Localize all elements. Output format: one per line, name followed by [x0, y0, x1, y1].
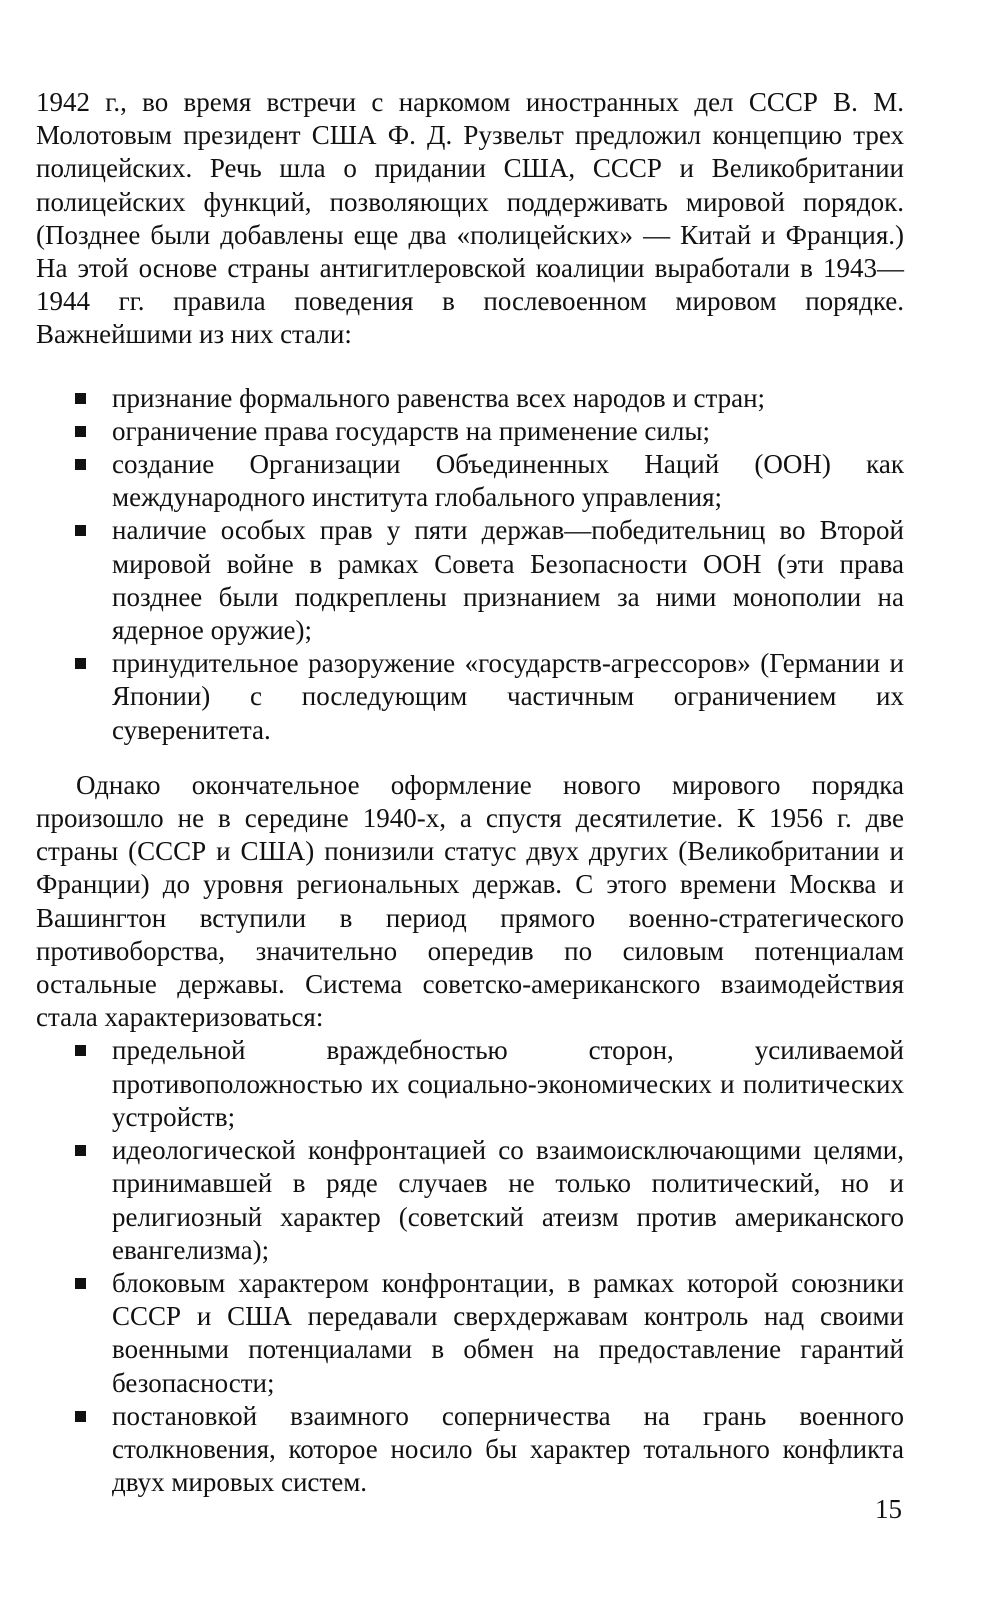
list-item [36, 1134, 904, 1267]
section-spacer [36, 747, 904, 769]
list-item [36, 1034, 904, 1134]
paragraph-main: Однако окончательное оформление нового мирового порядка произошло не в середине 1940-х, а спустя десятилетие. К 1956 г. две страны (СССР и США) понизили статус двух других (Великобритании и Франции) до уровня региональных держав. С этого времени Москва и Вашингтон вступили в период прямого военно-стратегического противоборства, значительно опередив по силовым потенциалам остальные державы. Система советско-американского взаимодействия стала характеризоваться: [36, 769, 904, 1033]
list-item-text: постановкой взаимного соперничества на грань военного столкновения, которое носило бы характер тотального конфликта двух мировых систем. [112, 1400, 904, 1498]
list-item-text: наличие особых прав у пяти держав—победительниц во Второй мировой войне в рамках Совета Безопасности ООН (эти права позднее были подкреплены признанием за ними монополии на ядерное оружие); [112, 515, 904, 646]
square-bullet-icon [75, 1411, 86, 1422]
page-number: 15 [875, 1494, 902, 1524]
list-item [36, 415, 904, 448]
square-bullet-icon [75, 426, 86, 437]
square-bullet-icon [75, 658, 86, 669]
list-item [36, 1400, 904, 1500]
square-bullet-icon [75, 1145, 86, 1156]
square-bullet-icon [75, 1045, 86, 1056]
square-bullet-icon [75, 1278, 86, 1289]
page-text [36, 86, 904, 1499]
list-item-text: принудительное разоружение «государств-агрессоров» (Германии и Японии) с последующим частичным ограничением их суверенитета. [112, 648, 904, 745]
square-bullet-icon [75, 393, 86, 404]
list-item-text: идеологической конфронтацией со взаимоисключающими целями, принимавшей в ряде случаев не только политический, но и религиозный характер (советский атеизм против американского евангелизма); [112, 1135, 904, 1265]
list-item-text: ограничение права государств на применение силы; [112, 415, 710, 446]
list-item [36, 448, 904, 514]
list-item [36, 647, 904, 747]
list-item-text: создание Организации Объединенных Наций (ООН) как международного института глобального управления; [112, 449, 904, 513]
list-item-text: блоковым характером конфронтации, в рамках которой союзники СССР и США передавали сверхдержавам контроль над своими военными потенциалами в обмен на предоставление гарантий безопасности; [112, 1267, 904, 1398]
list-item [36, 382, 904, 415]
square-bullet-icon [75, 459, 86, 470]
list-item-text: признание формального равенства всех народов и стран; [112, 382, 766, 413]
bullet-list-characteristics [36, 1034, 904, 1499]
list-item-text: предельной враждебностью сторон, усиливаемой противоположностью их социально-экономических и политических устройств; [112, 1035, 904, 1132]
paragraph-intro: 1942 г., во время встречи с наркомом иностранных дел СССР В. М. Молотовым президент США Ф. Д. Рузвельт предложил концепцию трех полицейских. Речь шла о придании США, СССР и Великобритании полицейских функций, позволяющих поддерживать мировой порядок. (Позднее были добавлены еще два «полицейских» — Китай и Франция.) На этой основе страны антигитлеровской коалиции выработали в 1943—1944 гг. правила поведения в послевоенном мировом порядке. Важнейшими из них стали: [36, 87, 904, 350]
square-bullet-icon [75, 525, 86, 536]
list-item [36, 514, 904, 647]
list-item [36, 1267, 904, 1400]
bullet-list-principles [36, 382, 904, 747]
